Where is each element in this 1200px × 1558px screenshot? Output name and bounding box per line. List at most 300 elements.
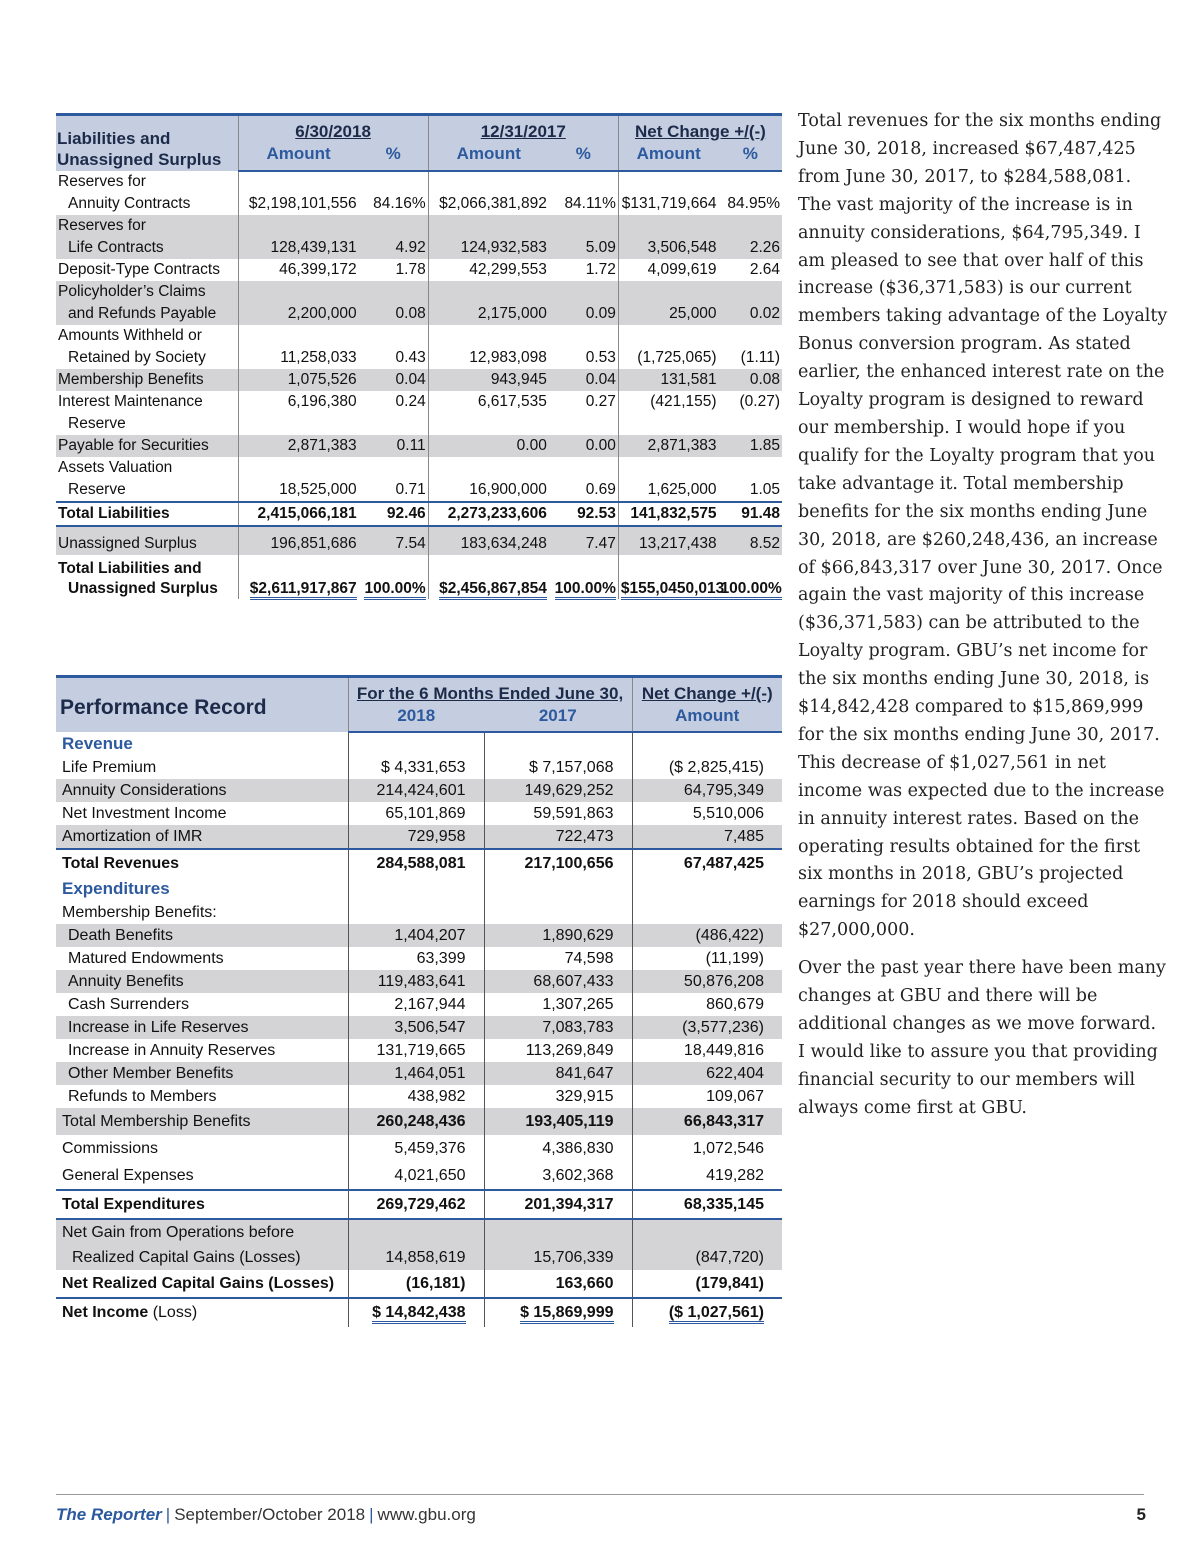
col-header-amount: Amount <box>632 705 782 732</box>
cell-value: 42,299,553 <box>469 261 547 278</box>
empty-cell <box>484 901 632 924</box>
col-header-pct: % <box>359 143 429 171</box>
empty-cell <box>348 901 484 924</box>
cell-value: 91.48 <box>741 505 780 522</box>
cell-value: 1.72 <box>585 261 616 278</box>
row-label-line1: Reserves for <box>58 173 146 190</box>
cell-value: 7,083,783 <box>542 1019 614 1036</box>
amount-cell <box>618 457 718 502</box>
liabilities-title: Liabilities and Unassigned Surplus <box>56 115 238 172</box>
amount-cell <box>238 435 359 457</box>
amount-cell <box>618 502 718 526</box>
cell-value: $2,456,867,854 <box>439 580 547 600</box>
empty-cell <box>348 877 484 901</box>
group-header-2018: 6/30/2018 <box>238 115 428 144</box>
percent-cell <box>549 281 619 325</box>
percent-cell <box>549 171 619 215</box>
cell-value: 193,405,119 <box>525 1113 614 1130</box>
cell-value: 0.00 <box>585 437 616 454</box>
amount-cell <box>484 779 632 802</box>
total-revenues-row <box>56 849 782 877</box>
cell-value: (486,422) <box>695 927 764 944</box>
row-label <box>56 369 238 391</box>
cell-value: 4,099,619 <box>647 261 717 278</box>
table-row <box>56 171 782 215</box>
row-label-line1: Reserves for <box>58 217 146 234</box>
percent-cell <box>719 259 782 281</box>
row-label-line1: Policyholder’s Claims <box>58 283 206 300</box>
cell-value: 0.53 <box>585 349 616 366</box>
row-label <box>56 555 238 599</box>
cell-value: 68,607,433 <box>533 973 614 990</box>
cell-value: $ 15,869,999 <box>520 1304 613 1324</box>
amount-cell <box>348 924 484 947</box>
percent-cell <box>549 526 619 555</box>
cell-value: 2,871,383 <box>287 437 357 454</box>
cell-value: 622,404 <box>706 1065 764 1082</box>
percent-cell <box>359 526 429 555</box>
percent-cell <box>549 555 619 599</box>
cell-value: 0.09 <box>585 305 616 322</box>
cell-value: 67,487,425 <box>683 855 764 872</box>
cell-value: ($ 2,825,415) <box>668 759 764 776</box>
cell-value: 149,629,252 <box>524 782 614 799</box>
footer-divider <box>56 1494 1144 1495</box>
amount-cell <box>348 849 484 877</box>
amount-cell <box>238 391 359 435</box>
performance-title: Performance Record <box>56 677 348 733</box>
percent-cell <box>719 369 782 391</box>
amount-cell <box>348 1219 484 1270</box>
cell-value: ($ 1,027,561) <box>669 1304 764 1324</box>
cell-value: 3,506,548 <box>647 239 717 256</box>
amount-cell <box>618 215 718 259</box>
percent-cell <box>549 215 619 259</box>
amount-cell <box>632 849 782 877</box>
cell-value: 729,958 <box>407 828 466 845</box>
cell-value: 217,100,656 <box>524 855 614 872</box>
amount-cell <box>238 281 359 325</box>
row-label <box>56 259 238 281</box>
row-label: Life Premium <box>62 759 157 776</box>
cell-value: 11,258,033 <box>280 349 357 366</box>
amount-cell <box>484 756 632 779</box>
cell-value: 0.04 <box>585 371 616 388</box>
table-row <box>56 924 782 947</box>
cell-value: 1,075,526 <box>287 371 357 388</box>
empty-cell <box>484 732 632 756</box>
amount-cell <box>484 1016 632 1039</box>
cell-value: 1,625,000 <box>647 481 717 498</box>
cell-value: $ 4,331,653 <box>380 759 466 776</box>
realized-gains-row <box>56 1270 782 1298</box>
cell-value: 119,483,641 <box>377 973 466 990</box>
percent-cell <box>359 171 429 215</box>
cell-value: 100.00% <box>721 580 782 600</box>
cell-value: 2,175,000 <box>477 305 547 322</box>
row-label-line2: Annuity Contracts <box>68 195 191 212</box>
cell-value: (16,181) <box>405 1275 466 1292</box>
cell-value: 131,719,665 <box>376 1042 466 1059</box>
amount-cell <box>348 1190 484 1219</box>
row-label: Other Member Benefits <box>56 1062 348 1085</box>
cell-value: 6,617,535 <box>477 393 547 410</box>
amount-cell <box>484 1039 632 1062</box>
percent-cell <box>719 391 782 435</box>
cell-value: 0.02 <box>749 305 780 322</box>
cell-value: 84.11% <box>564 195 616 212</box>
row-label: General Expenses <box>62 1167 194 1184</box>
percent-cell <box>549 259 619 281</box>
amount-cell <box>484 1298 632 1327</box>
amount-cell <box>484 825 632 849</box>
amount-cell <box>238 215 359 259</box>
cell-value: 269,729,462 <box>376 1196 466 1213</box>
row-label: Annuity Considerations <box>56 779 348 802</box>
cell-value: 214,424,601 <box>376 782 466 799</box>
amount-cell <box>632 802 782 825</box>
row-label <box>56 457 238 502</box>
percent-cell <box>719 435 782 457</box>
amount-cell <box>428 526 549 555</box>
cell-value: 7.54 <box>395 535 426 552</box>
row-label-line1: Amounts Withheld or <box>58 327 202 344</box>
cell-value: 13,217,438 <box>638 535 717 552</box>
amount-cell <box>428 369 549 391</box>
cell-value: 128,439,131 <box>270 239 357 256</box>
cell-value: 100.00% <box>364 580 425 600</box>
row-label-line2: and Refunds Payable <box>68 305 217 322</box>
cell-value: $155,0450,013 <box>621 580 724 600</box>
percent-cell <box>359 391 429 435</box>
cell-value: 0.69 <box>585 481 616 498</box>
article-text <box>798 108 1168 1133</box>
amount-cell <box>484 970 632 993</box>
row-label-line1: Net Gain from Operations before <box>62 1224 295 1241</box>
row-label <box>56 1219 348 1270</box>
cell-value: 12,983,098 <box>469 349 547 366</box>
cell-value: 4.92 <box>395 239 426 256</box>
percent-cell <box>549 435 619 457</box>
amount-cell <box>618 369 718 391</box>
row-label-line1: Membership Benefits <box>58 371 204 388</box>
amount-cell <box>428 502 549 526</box>
table-row <box>56 1162 782 1190</box>
cell-value: 1,307,265 <box>542 996 614 1013</box>
amount-cell <box>484 1135 632 1162</box>
row-label: Increase in Life Reserves <box>56 1016 348 1039</box>
section-heading: Revenue <box>62 734 133 753</box>
liabilities-table <box>56 113 782 599</box>
amount-cell <box>484 1085 632 1108</box>
amount-cell <box>348 1135 484 1162</box>
amount-cell <box>632 947 782 970</box>
table-row <box>56 1039 782 1062</box>
row-label-line1: Interest Maintenance <box>58 393 203 410</box>
amount-cell <box>632 756 782 779</box>
amount-cell <box>632 1085 782 1108</box>
cell-value: 46,399,172 <box>279 261 357 278</box>
amount-cell <box>238 259 359 281</box>
col-header-pct: % <box>549 143 619 171</box>
amount-cell <box>348 947 484 970</box>
row-label-line1: Assets Valuation <box>58 459 173 476</box>
amount-cell <box>428 215 549 259</box>
cell-value: 860,679 <box>706 996 764 1013</box>
row-label-text: Net Income <box>62 1304 149 1321</box>
amount-cell <box>484 1108 632 1135</box>
table-row <box>56 1062 782 1085</box>
amount-cell <box>632 1270 782 1298</box>
amount-cell <box>484 802 632 825</box>
row-label-line2: Reserve <box>68 481 126 498</box>
cell-value: 5.09 <box>585 239 616 256</box>
expenditures-heading-row <box>56 877 782 901</box>
amount-cell <box>618 435 718 457</box>
cell-value: 2.26 <box>749 239 780 256</box>
table-row <box>56 215 782 259</box>
cell-value: 25,000 <box>669 305 717 322</box>
percent-cell <box>359 215 429 259</box>
cell-value: (179,841) <box>695 1275 764 1292</box>
amount-cell <box>632 924 782 947</box>
row-label-text: Total Liabilities <box>58 505 170 522</box>
row-label: Refunds to Members <box>68 1088 217 1105</box>
percent-cell <box>549 391 619 435</box>
table-row <box>56 779 782 802</box>
col-header-amount: Amount <box>428 143 549 171</box>
performance-table <box>56 675 782 1327</box>
amount-cell <box>484 924 632 947</box>
row-label: Matured Endowments <box>68 950 224 967</box>
table-row <box>56 369 782 391</box>
cell-value: 63,399 <box>416 950 466 967</box>
amount-cell <box>632 1298 782 1327</box>
percent-cell <box>719 281 782 325</box>
percent-cell <box>719 171 782 215</box>
revenue-heading-row <box>56 732 782 756</box>
col-header-amount: Amount <box>618 143 718 171</box>
cell-value: 284,588,081 <box>376 855 466 872</box>
amount-cell <box>484 1062 632 1085</box>
amount-cell <box>484 849 632 877</box>
cell-value: 2,871,383 <box>647 437 717 454</box>
article-paragraph: Over the past year there have been many changes at GBU and there will be additional changes as we move forward. I would like to assure you that providing financial security to our members will always come first at GBU. <box>798 958 1166 1118</box>
cell-value: (11,199) <box>705 950 764 967</box>
empty-cell <box>632 877 782 901</box>
group-header-net-change: Net Change +/(-) <box>618 115 782 144</box>
amount-cell <box>348 970 484 993</box>
percent-cell <box>359 325 429 369</box>
row-label: Annuity Benefits <box>56 970 348 993</box>
table-row <box>56 756 782 779</box>
row-label-line2: Life Contracts <box>68 239 164 256</box>
row-label: Net Investment Income <box>62 805 227 822</box>
row-label: Commissions <box>62 1140 159 1157</box>
section-heading: Expenditures <box>62 879 170 898</box>
total-liabilities-row <box>56 502 782 526</box>
row-label: Net Realized Capital Gains (Losses) <box>62 1275 335 1292</box>
cell-value: 943,945 <box>490 371 547 388</box>
cell-value: 66,843,317 <box>683 1113 764 1130</box>
cell-value: 0.24 <box>395 393 426 410</box>
table-row <box>56 993 782 1016</box>
amount-cell <box>428 391 549 435</box>
cell-value: 100.00% <box>555 580 616 600</box>
percent-cell <box>719 457 782 502</box>
amount-cell <box>632 1108 782 1135</box>
amount-cell <box>238 171 359 215</box>
amount-cell <box>484 1190 632 1219</box>
amount-cell <box>428 325 549 369</box>
col-header-pct: % <box>719 143 782 171</box>
amount-cell <box>428 457 549 502</box>
cell-value: 4,386,830 <box>542 1140 614 1157</box>
amount-cell <box>618 259 718 281</box>
cell-value: $2,066,381,892 <box>439 195 547 212</box>
publication-name: The Reporter <box>56 1505 162 1524</box>
cell-value: 841,647 <box>555 1065 614 1082</box>
cell-value: 1.05 <box>749 481 780 498</box>
cell-value: (421,155) <box>650 393 717 410</box>
amount-cell <box>238 325 359 369</box>
total-membership-row <box>56 1108 782 1135</box>
cell-value: 5,510,006 <box>692 805 764 822</box>
cell-value: 92.53 <box>577 505 616 522</box>
cell-value: 2,415,066,181 <box>257 505 357 522</box>
row-label-line2: Realized Capital Gains (Losses) <box>72 1249 301 1266</box>
amount-cell <box>428 281 549 325</box>
cell-value: 722,473 <box>555 828 614 845</box>
cell-value: 2,273,233,606 <box>447 505 547 522</box>
percent-cell <box>549 457 619 502</box>
empty-cell <box>484 877 632 901</box>
table-row <box>56 259 782 281</box>
row-label <box>56 281 238 325</box>
amount-cell <box>238 502 359 526</box>
cell-value: 84.16% <box>373 195 426 212</box>
cell-value: 0.04 <box>395 371 426 388</box>
percent-cell <box>359 435 429 457</box>
col-header-2017: 2017 <box>484 705 632 732</box>
percent-cell <box>719 526 782 555</box>
amount-cell <box>348 993 484 1016</box>
cell-value: 15,706,339 <box>533 1249 614 1266</box>
row-label <box>56 502 238 526</box>
cell-value: 0.11 <box>396 437 426 454</box>
cell-value: (847,720) <box>695 1249 764 1266</box>
table-row <box>56 802 782 825</box>
cell-value: (1,725,065) <box>637 349 717 366</box>
amount-cell <box>632 825 782 849</box>
row-label: Death Benefits <box>56 924 348 947</box>
amount-cell <box>348 1108 484 1135</box>
cell-value: 59,591,863 <box>533 805 614 822</box>
cell-value: $2,198,101,556 <box>248 195 357 212</box>
amount-cell <box>484 1162 632 1190</box>
cell-value: 2,167,944 <box>394 996 466 1013</box>
group-header-six-months: For the 6 Months Ended June 30, <box>348 677 632 706</box>
cell-value: 3,506,547 <box>394 1019 466 1036</box>
empty-cell <box>632 732 782 756</box>
empty-cell <box>632 901 782 924</box>
cell-value: 4,021,650 <box>394 1167 466 1184</box>
cell-value: 1,072,546 <box>692 1140 764 1157</box>
amount-cell <box>484 1219 632 1270</box>
cell-value: 113,269,849 <box>525 1042 614 1059</box>
table-row <box>56 1016 782 1039</box>
row-label-line1: Payable for Securities <box>58 437 209 454</box>
amount-cell <box>348 1085 484 1108</box>
amount-cell <box>428 555 549 599</box>
amount-cell <box>618 526 718 555</box>
amount-cell <box>428 259 549 281</box>
cell-value: 8.52 <box>749 535 780 552</box>
cell-value: 65,101,869 <box>385 805 466 822</box>
percent-cell <box>359 369 429 391</box>
cell-value: 163,660 <box>555 1275 614 1292</box>
cell-value: 124,932,583 <box>460 239 547 256</box>
cell-value: 1,890,629 <box>542 927 614 944</box>
cell-value: 0.08 <box>395 305 426 322</box>
cell-value: 438,982 <box>407 1088 466 1105</box>
website-link[interactable]: www.gbu.org <box>377 1505 476 1524</box>
amount-cell <box>428 171 549 215</box>
cell-value: 1,404,207 <box>394 927 466 944</box>
row-label <box>56 526 238 555</box>
table-row <box>56 970 782 993</box>
amount-cell <box>484 993 632 1016</box>
cell-value: 6,196,380 <box>287 393 357 410</box>
percent-cell <box>549 369 619 391</box>
amount-cell <box>632 993 782 1016</box>
cell-value: 2.64 <box>749 261 780 278</box>
row-label: Total Revenues <box>56 849 348 877</box>
col-header-amount: Amount <box>238 143 359 171</box>
cell-value: 16,900,000 <box>469 481 547 498</box>
row-label-line2: Retained by Society <box>68 349 206 366</box>
cell-value: 0.27 <box>585 393 616 410</box>
amount-cell <box>484 947 632 970</box>
row-label: Total Membership Benefits <box>56 1108 348 1135</box>
row-label: Increase in Annuity Reserves <box>68 1042 276 1059</box>
percent-cell <box>359 259 429 281</box>
table-row <box>56 325 782 369</box>
cell-value: 84.95% <box>727 195 780 212</box>
cell-value: 329,915 <box>555 1088 614 1105</box>
percent-cell <box>359 555 429 599</box>
amount-cell <box>618 325 718 369</box>
row-label <box>56 1298 348 1327</box>
cell-value: 68,335,145 <box>683 1196 764 1213</box>
membership-benefits-label-row <box>56 901 782 924</box>
amount-cell <box>348 1016 484 1039</box>
net-income-row <box>56 1298 782 1327</box>
unassigned-surplus-row <box>56 526 782 555</box>
cell-value: 0.43 <box>395 349 426 366</box>
cell-value: 1.85 <box>749 437 780 454</box>
amount-cell <box>484 1270 632 1298</box>
amount-cell <box>348 802 484 825</box>
row-label <box>56 325 238 369</box>
percent-cell <box>719 215 782 259</box>
cell-value: 183,634,248 <box>460 535 547 552</box>
row-label-line2: Reserve <box>68 415 126 432</box>
page-number: 5 <box>1136 1505 1146 1524</box>
row-label-suffix: (Loss) <box>152 1304 198 1321</box>
percent-cell <box>719 502 782 526</box>
percent-cell <box>719 555 782 599</box>
